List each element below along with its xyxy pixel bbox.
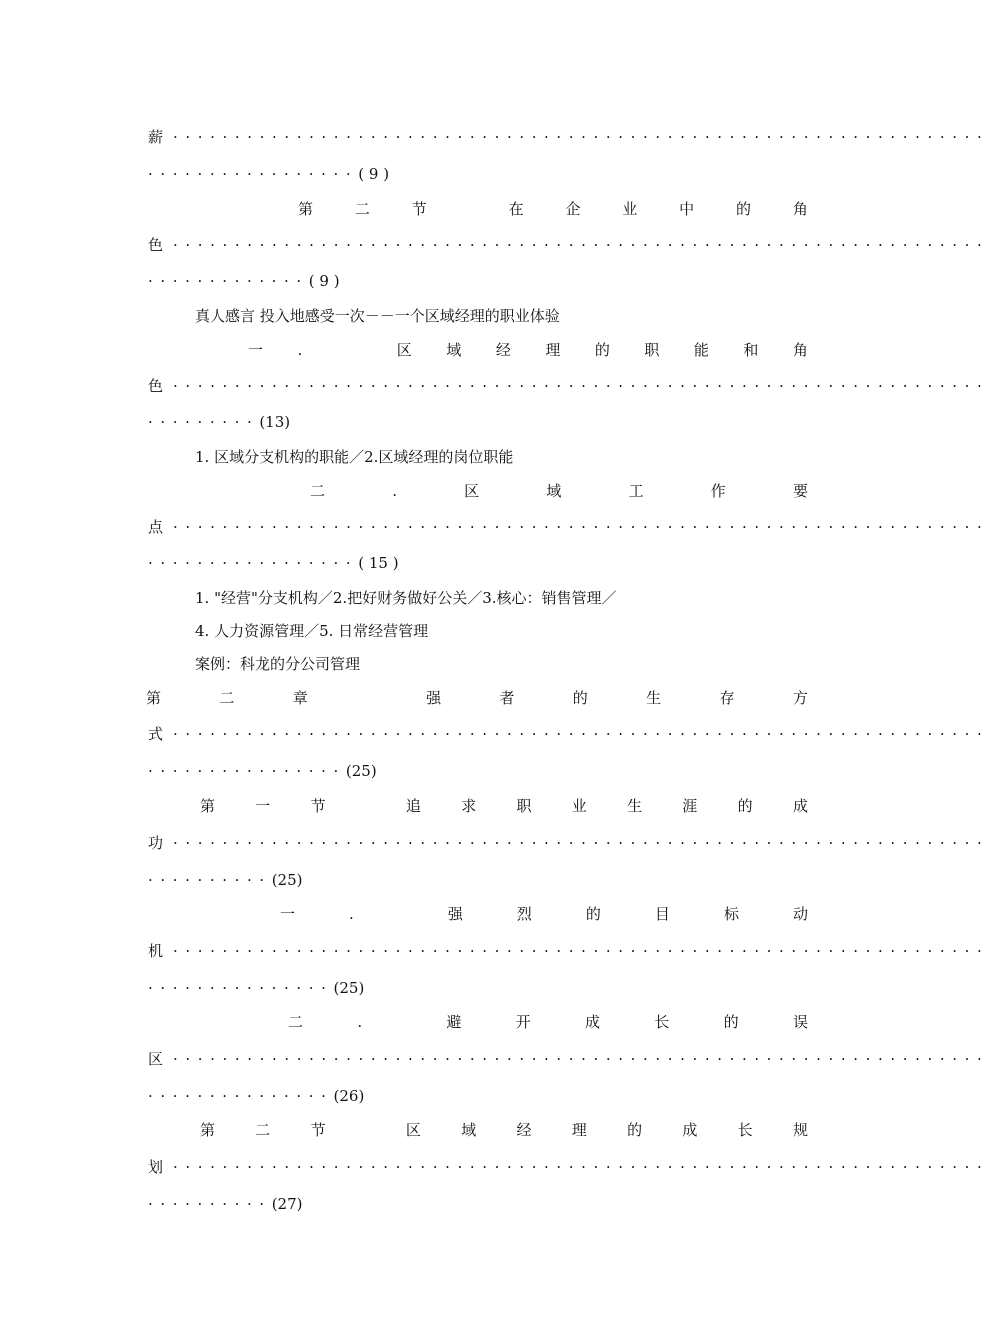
page-number: ( 9 ) [358, 165, 390, 183]
toc-entry-tail: 机 [148, 942, 164, 960]
toc-entry-line [148, 127, 989, 147]
heading-char: 工 [628, 482, 644, 500]
toc-entry-page-line: ···············(25) [148, 979, 365, 997]
toc-entry-line [148, 941, 989, 961]
heading-char: 涯 [682, 797, 698, 815]
heading-char: 的 [723, 1013, 739, 1031]
heading-char: . [357, 1013, 363, 1031]
toc-entry-page-line: ·················( 9 ) [148, 165, 390, 183]
heading-char: 角 [792, 341, 808, 359]
dot-leader: ·································································· [173, 725, 989, 743]
heading-char: 一 [248, 341, 264, 359]
heading-char: 二 [310, 482, 326, 500]
sub-item-line: 1. "经营"分支机构／2.把好财务做好公关／3.核心：销售管理／ [195, 589, 617, 607]
heading-char: 理 [545, 341, 561, 359]
toc-section-heading [200, 1120, 808, 1140]
heading-char: 追 [405, 797, 421, 815]
dot-leader: ·································································· [173, 518, 989, 536]
heading-char: 角 [792, 200, 808, 218]
heading-char: 存 [719, 689, 735, 707]
heading-char: . [349, 905, 354, 923]
toc-entry-line [148, 517, 989, 537]
sub-item-line: 1. 区域分支机构的职能／2.区域经理的岗位职能 [195, 448, 514, 466]
heading-char: 经 [495, 341, 511, 359]
toc-entry-tail: 功 [148, 834, 164, 852]
page-number: (25) [345, 762, 377, 780]
toc-entry-page-line: ················(25) [148, 762, 377, 780]
toc-section-heading [288, 1012, 808, 1032]
heading-char: 二 [288, 1013, 304, 1031]
heading-char: 一 [255, 797, 271, 815]
page-number: (26) [333, 1087, 365, 1105]
heading-char: 成 [792, 797, 808, 815]
heading-char: 章 [292, 689, 308, 707]
heading-char: 标 [723, 905, 739, 923]
toc-entry-page-line: ·········(13) [148, 413, 291, 431]
page-number: (25) [271, 871, 303, 889]
toc-entry-page-line: ·············( 9 ) [148, 272, 340, 290]
heading-char: 方 [792, 689, 808, 707]
heading-char: 二 [255, 1121, 271, 1139]
heading-char: 节 [310, 1121, 326, 1139]
toc-entry-tail: 点 [148, 518, 164, 536]
heading-char: 强 [426, 689, 442, 707]
heading-char: 域 [461, 1121, 477, 1139]
case-line: 案例：科龙的分公司管理 [195, 655, 361, 673]
dot-leader: ·································································· [173, 1158, 989, 1176]
heading-char: 区 [396, 341, 412, 359]
page-number: ( 9 ) [308, 272, 340, 290]
heading-char: 能 [693, 341, 709, 359]
heading-char: 的 [585, 905, 601, 923]
toc-entry-line [148, 724, 989, 744]
toc-entry-tail: 区 [148, 1050, 164, 1068]
heading-char: 第 [146, 689, 162, 707]
heading-char: 长 [737, 1121, 753, 1139]
heading-char: 避 [446, 1013, 462, 1031]
toc-entry-page-line: ··········(25) [148, 871, 303, 889]
heading-char: 业 [622, 200, 638, 218]
dot-leader: ·································································· [173, 236, 989, 254]
heading-char: 在 [508, 200, 524, 218]
heading-char: 和 [743, 341, 759, 359]
heading-char: 域 [546, 482, 562, 500]
heading-char: 的 [572, 689, 588, 707]
heading-char: 经 [516, 1121, 532, 1139]
heading-char: 成 [585, 1013, 601, 1031]
heading-char: 生 [627, 797, 643, 815]
toc-section-heading [248, 340, 808, 360]
page-number: (13) [259, 413, 291, 431]
heading-char: 烈 [516, 905, 532, 923]
heading-char: 区 [464, 482, 480, 500]
heading-char: 域 [446, 341, 462, 359]
heading-char: 生 [646, 689, 662, 707]
heading-char: 作 [710, 482, 726, 500]
heading-char: 误 [792, 1013, 808, 1031]
heading-char: . [297, 341, 303, 359]
toc-entry-tail: 式 [148, 725, 164, 743]
sub-item-line: 4. 人力资源管理／5. 日常经营管理 [195, 622, 429, 640]
toc-entry-page-line: ···············(26) [148, 1087, 365, 1105]
toc-entry-tail: 色 [148, 236, 164, 254]
heading-char: 第 [200, 1121, 216, 1139]
toc-section-heading [200, 796, 808, 816]
toc-entry-page-line: ··········(27) [148, 1195, 303, 1213]
heading-char: 节 [411, 200, 427, 218]
page-number: (27) [271, 1195, 303, 1213]
toc-entry-line [148, 376, 989, 396]
heading-char: 强 [447, 905, 463, 923]
dot-leader: ·································································· [173, 834, 989, 852]
toc-entry-page-line: ·················( 15 ) [148, 554, 399, 572]
heading-char: 规 [792, 1121, 808, 1139]
heading-char: 长 [654, 1013, 670, 1031]
heading-char: 开 [515, 1013, 531, 1031]
heading-char: 中 [679, 200, 695, 218]
heading-char: 的 [594, 341, 610, 359]
heading-char: 的 [737, 797, 753, 815]
toc-section-heading [310, 481, 808, 501]
heading-char: 要 [792, 482, 808, 500]
dot-leader: ·································································· [173, 128, 989, 146]
heading-char: 成 [682, 1121, 698, 1139]
page-number: (25) [333, 979, 365, 997]
heading-char: 二 [219, 689, 235, 707]
heading-char: 业 [571, 797, 587, 815]
toc-section-heading [280, 904, 808, 924]
dot-leader: ·································································· [173, 942, 989, 960]
heading-char: 区 [405, 1121, 421, 1139]
heading-char: 第 [200, 797, 216, 815]
heading-char: 的 [627, 1121, 643, 1139]
heading-char: 企 [565, 200, 581, 218]
heading-char: 求 [461, 797, 477, 815]
dot-leader: ·································································· [173, 377, 989, 395]
dot-leader: ·································································· [173, 1050, 989, 1068]
toc-chapter-heading [146, 688, 808, 708]
page-number: ( 15 ) [358, 554, 399, 572]
toc-entry-line [148, 1157, 989, 1177]
heading-char: 者 [499, 689, 515, 707]
toc-entry-line [148, 1049, 989, 1069]
heading-char: . [392, 482, 397, 500]
toc-entry-tail: 色 [148, 377, 164, 395]
toc-entry-tail: 薪 [148, 128, 164, 146]
heading-char: 职 [516, 797, 532, 815]
toc-entry-tail: 划 [148, 1158, 164, 1176]
note-line: 真人感言 投入地感受一次－－一个区域经理的职业体验 [195, 307, 560, 325]
heading-char: 二 [354, 200, 370, 218]
heading-char: 理 [571, 1121, 587, 1139]
toc-entry-line [148, 235, 989, 255]
heading-char: 节 [310, 797, 326, 815]
heading-char: 动 [792, 905, 808, 923]
toc-section-heading [298, 199, 808, 219]
heading-char: 一 [280, 905, 296, 923]
heading-char: 第 [298, 200, 314, 218]
heading-char: 目 [654, 905, 670, 923]
toc-entry-line [148, 833, 989, 853]
heading-char: 的 [736, 200, 752, 218]
heading-char: 职 [644, 341, 660, 359]
